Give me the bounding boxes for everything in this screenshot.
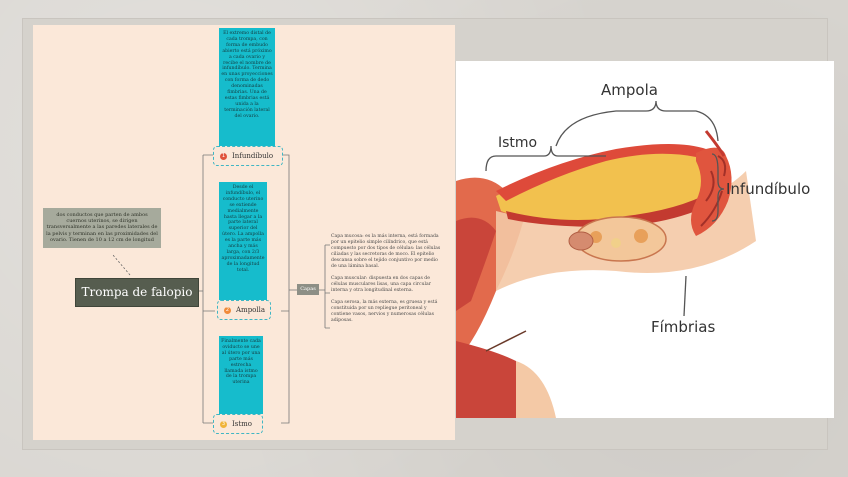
topic-label: Infundíbulo [232,152,274,160]
label-istmo: Istmo [498,135,538,151]
capa-muscular: Capa muscular: dispuesta en dos capas de células musculares lisas, una capa circular interna y otra longitudinal externa. [331,276,431,293]
anatomy-drawing [456,61,834,418]
label-fimbrias: Fímbrias [651,318,716,336]
number-badge: 1 [221,152,226,159]
topic-label: Ampolla [236,306,266,314]
central-topic[interactable]: Trompa de falopio [75,278,199,307]
number-badge: 2 [225,306,230,313]
topic-label: Istmo [232,420,253,428]
label-infundibulo: Infundíbulo [726,180,811,198]
istmo-description: Finalmente cada oviducto se une al útero por una parte más estrecha llamada istmo de la trompa uterina [219,336,263,414]
topic-infundibulo[interactable] [213,146,283,166]
label-ampola: Ampola [601,81,658,99]
capa-serosa: Capa serosa, la más externa, es gruesa y está constituida por un repliegue peritoneal y contiene vasos, nervios y numerosas células adiposas. [331,300,438,323]
infundibulo-description: El extremo distal de cada trompa, con forma de embudo abierto está próximo a cada ovario y recibe el nombre de infundíbulo. Termina en unas proyecciones con forma de dedo denominadas fimbrias. Una de estas fimbrias está unida a la terminación lateral del ovario. [219,28,275,146]
number-badge: 3 [221,420,226,427]
topic-ampolla[interactable] [217,300,271,320]
fallopian-tube-illustration [456,61,834,418]
ampolla-description: Desde el infundíbulo, el conducto uterino se extiende medialmente hasta llegar a la parte lateral superior del útero. La ampolla es la parte más ancha y más larga, con 2/3 aproximadamente de la longitud total. [219,182,267,300]
capa-mucosa: Capa mucosa: es la más interna, está formada por un epitelio simple cilíndrico, que está compuesto por dos tipos de células: las células ciliadas y las secretoras de moco. El epitelio descansa sobre el tejido conjuntivo por medio de una lámina basal. [331,234,441,269]
capas-topic[interactable]: Capas [297,284,319,295]
definition-note: dos conductos que parten de ambos cuernos uterinos, se dirigen transversalmente a las paredes laterales de la pelvis y terminan en las proximidades del ovario. Tienen de 10 a 12 cm de longitud [43,208,161,248]
mind-map-panel [33,25,455,440]
topic-istmo[interactable] [213,414,263,434]
capas-list [331,234,443,330]
